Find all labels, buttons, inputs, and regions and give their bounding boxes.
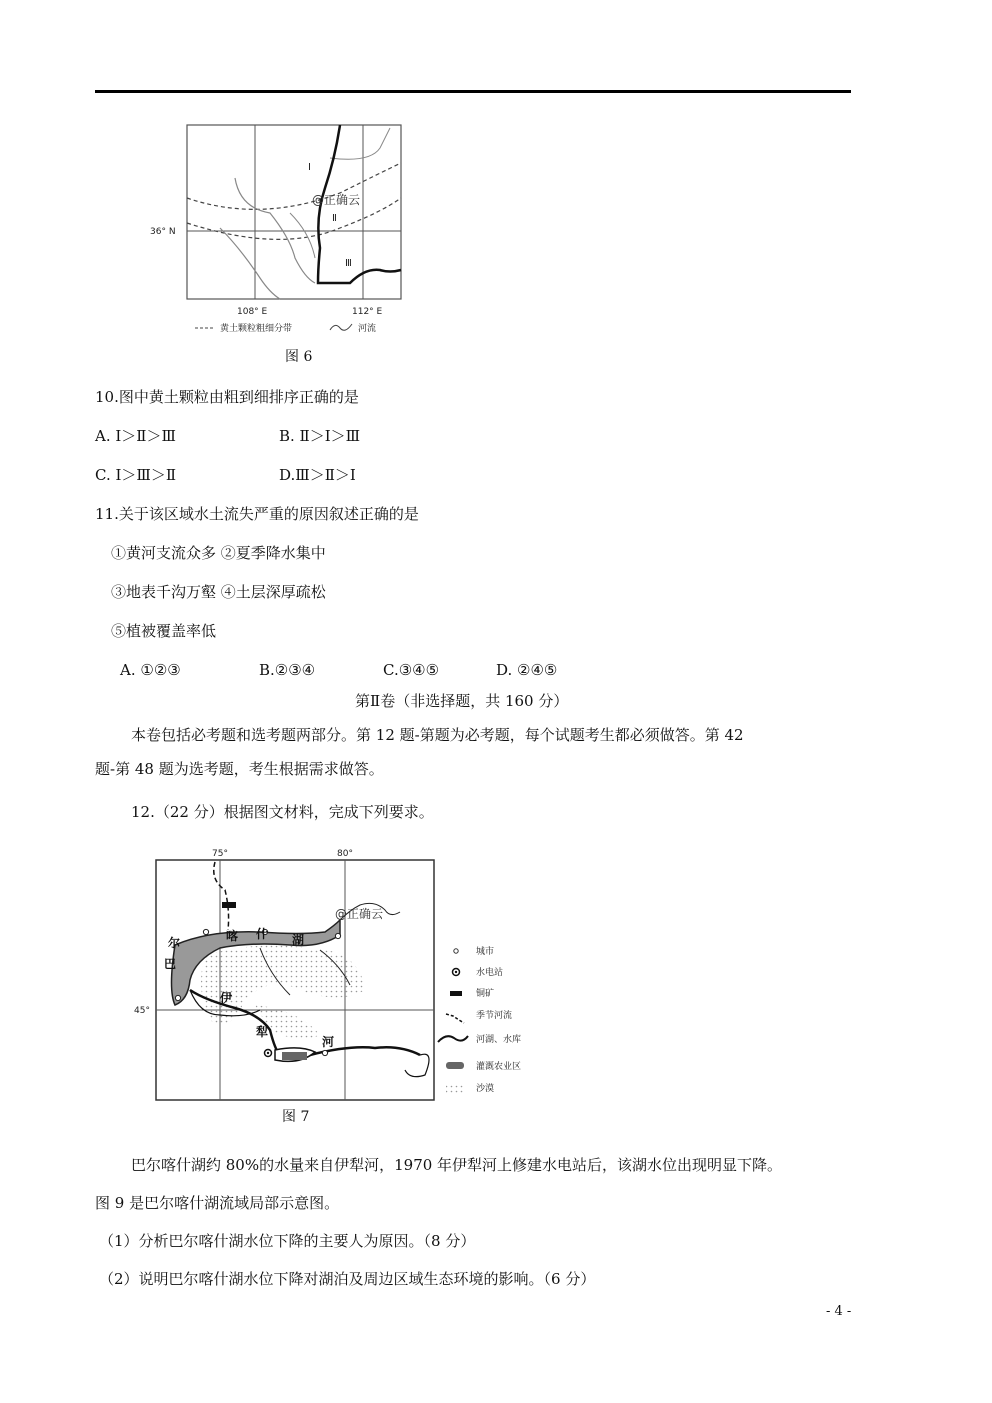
svg-text:灌溉农业区: 灌溉农业区 — [476, 1062, 522, 1072]
section-intro-line-1: 本卷包括必考题和选考题两部分。第 12 题-第题为必考题，每个试题考生都必须做答。第 42 — [131, 726, 744, 744]
svg-text:湖: 湖 — [292, 933, 305, 947]
watermark: @正确云 — [312, 193, 361, 207]
q10-stem: 10.图中黄土颗粒由粗到细排序正确的是 — [95, 388, 359, 406]
q10-option-a: A. Ⅰ＞Ⅱ＞Ⅲ — [95, 427, 176, 445]
q10-option-d: D.Ⅲ＞Ⅱ＞Ⅰ — [279, 466, 356, 484]
section-intro-line-2: 题-第 48 题为选考题，考生根据需求做答。 — [95, 760, 384, 778]
section-title: 第Ⅱ卷（非选择题，共 160 分） — [355, 692, 569, 710]
q11-item-row-3: ⑤植被覆盖率低 — [111, 622, 217, 640]
svg-text:什: 什 — [256, 927, 269, 941]
q11-item-row-2: ③地表千沟万壑 ④土层深厚疏松 — [111, 583, 326, 601]
subquestion-1: （1）分析巴尔喀什湖水位下降的主要人为原因。（8 分） — [99, 1232, 476, 1250]
q10-option-b: B. Ⅱ＞Ⅰ＞Ⅲ — [279, 427, 361, 445]
q11-option-a: A. ①②③ — [120, 661, 181, 679]
svg-text:Ⅲ: Ⅲ — [345, 258, 352, 269]
svg-text:80°: 80° — [337, 849, 353, 859]
figure-7-map — [134, 840, 550, 1110]
svg-text:75°: 75° — [212, 849, 228, 859]
lat-label-45: 45° — [134, 1006, 150, 1016]
svg-text:尔: 尔 — [168, 936, 181, 950]
svg-text:黄土颗粒粗细分带: 黄土颗粒粗细分带 — [220, 324, 293, 334]
svg-text:沙漠: 沙漠 — [476, 1084, 495, 1094]
page-number: - 4 - — [826, 1304, 852, 1319]
q10-option-c: C. Ⅰ＞Ⅲ＞Ⅱ — [95, 466, 177, 484]
svg-text:108° E: 108° E — [237, 307, 268, 317]
svg-text:112° E: 112° E — [352, 307, 383, 317]
svg-text:河流: 河流 — [358, 324, 377, 334]
svg-text:伊: 伊 — [220, 991, 233, 1005]
svg-text:季节河流: 季节河流 — [476, 1011, 513, 1021]
svg-text:犁: 犁 — [256, 1025, 269, 1039]
svg-text:河: 河 — [322, 1035, 335, 1049]
q11-option-d: D. ②④⑤ — [496, 661, 558, 679]
q12-stem: 12.（22 分）根据图文材料，完成下列要求。 — [131, 803, 434, 821]
svg-text:Ⅱ: Ⅱ — [332, 213, 337, 224]
svg-text:Ⅰ: Ⅰ — [308, 162, 311, 173]
q11-item-row-1: ①黄河支流众多 ②夏季降水集中 — [111, 544, 326, 562]
header-rule — [95, 90, 851, 93]
river-icon — [330, 324, 352, 330]
figure-6-map — [140, 118, 440, 368]
svg-text:铜矿: 铜矿 — [476, 989, 495, 999]
q11-option-c: C.③④⑤ — [383, 661, 440, 679]
lat-label: 36° N — [150, 227, 176, 237]
subquestion-2: （2）说明巴尔喀什湖水位下降对湖泊及周边区域生态环境的影响。（6 分） — [99, 1270, 596, 1288]
figure-6-caption: 图 6 — [285, 349, 313, 365]
svg-text:巴: 巴 — [164, 957, 177, 971]
svg-text:城市: 城市 — [476, 947, 495, 957]
figure-7-caption: 图 7 — [282, 1109, 310, 1125]
svg-text:河湖、水库: 河湖、水库 — [476, 1035, 522, 1045]
svg-text:喀: 喀 — [226, 929, 239, 943]
material-line-2: 图 9 是巴尔喀什湖流域局部示意图。 — [95, 1194, 340, 1212]
svg-text:水电站: 水电站 — [476, 968, 504, 978]
svg-text:@正确云: @正确云 — [335, 907, 384, 921]
q11-stem: 11.关于该区域水土流失严重的原因叙述正确的是 — [95, 505, 419, 523]
q11-option-b: B.②③④ — [259, 661, 316, 679]
material-line-1: 巴尔喀什湖约 80%的水量来自伊犁河，1970 年伊犁河上修建水电站后，该湖水位出现明显下降。 — [131, 1156, 783, 1174]
